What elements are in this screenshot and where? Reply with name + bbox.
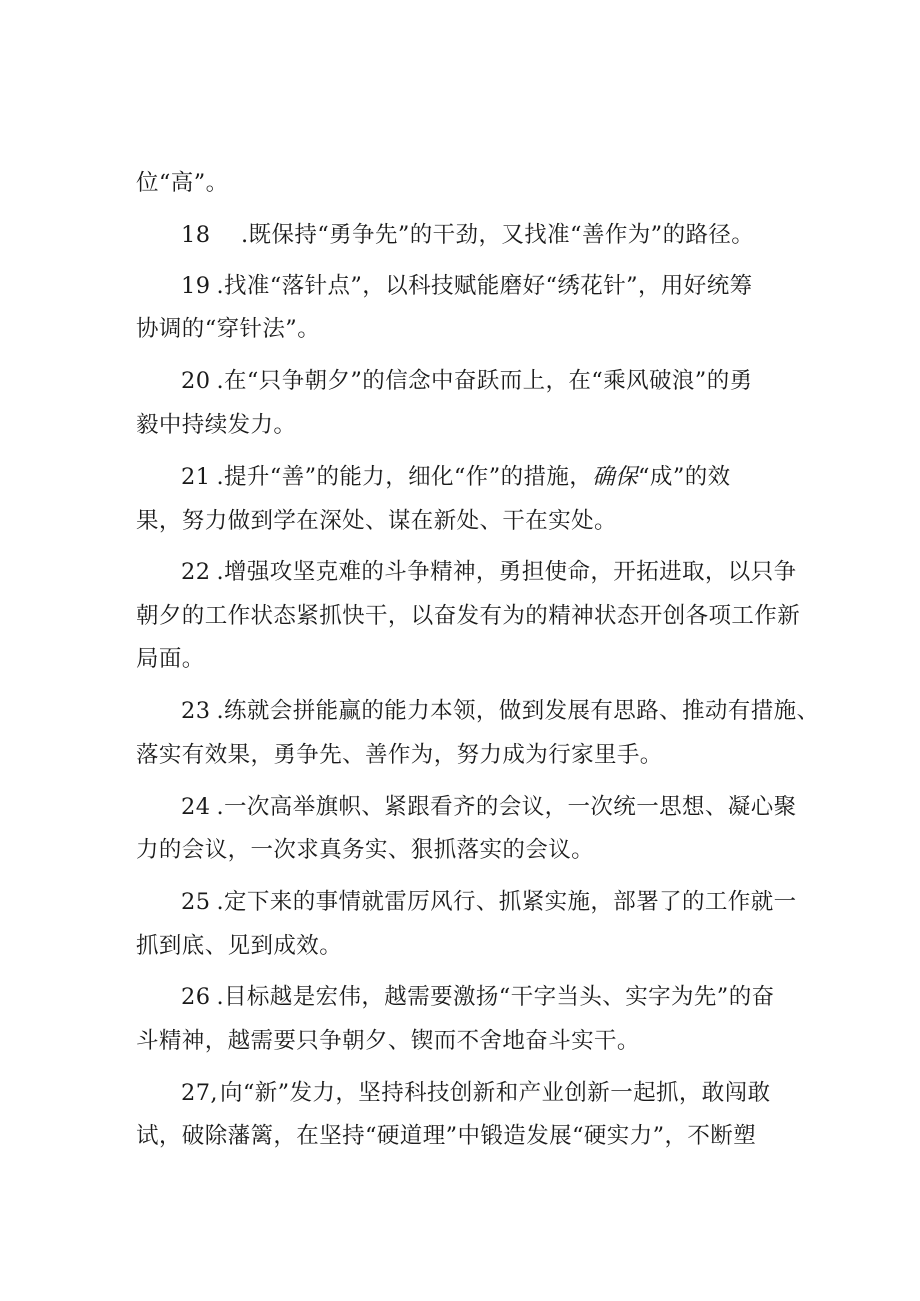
item-number: 22 <box>181 559 211 585</box>
item-text: .目标越是宏伟，越需要激扬“干字当头、实字为先”的奋 <box>216 984 775 1010</box>
item-text: 向“新”发力，坚持科技创新和产业创新一起抓，敢闯敢 <box>219 1080 771 1106</box>
item-text-continued: 斗精神，越需要只争朝夕、锲而不舍地奋斗实干。 <box>136 1028 640 1054</box>
item-number: 27, <box>181 1080 218 1106</box>
item-text: “成”的效 <box>638 464 731 490</box>
list-item-18 <box>181 220 754 250</box>
item-number: 18 <box>181 222 211 248</box>
item-text: .既保持“勇争先”的干劲，又找准“善作为”的路径。 <box>241 222 755 248</box>
item-text: .找准“落针点”，以科技赋能磨好“绣花针”，用好统筹 <box>216 273 753 299</box>
item-text: .定下来的事情就雷厉风行、抓紧实施，部署了的工作就一 <box>216 889 797 915</box>
item-number: 24 <box>181 794 211 820</box>
item-number: 19 <box>181 273 211 299</box>
list-item-23 <box>181 696 819 726</box>
item-number: 23 <box>181 698 211 724</box>
list-item-22 <box>181 557 797 587</box>
item-number: 20 <box>181 368 211 394</box>
list-item-21 <box>181 462 731 492</box>
item-number: 26 <box>181 984 211 1010</box>
item-number: 21 <box>181 464 211 490</box>
item-text-continued: 试，破除藩篱，在坚持“硬道理”中锻造发展“硬实力”，不断塑 <box>136 1123 757 1149</box>
item-text-continued: 朝夕的工作状态紧抓快干，以奋发有为的精神状态开创各项工作新 <box>136 603 801 629</box>
list-item-19 <box>181 271 753 301</box>
item-text: .一次高举旗帜、紧跟看齐的会议，一次统一思想、凝心聚 <box>216 794 797 820</box>
item-text-continued: 抓到底、见到成效。 <box>136 933 343 959</box>
item-text-continued: 协调的“穿针法”。 <box>136 316 321 342</box>
item-text-continued: 毅中持续发力。 <box>136 412 297 438</box>
item-number: 25 <box>181 889 211 915</box>
list-item-25 <box>181 887 797 917</box>
item-text-continued: 局面。 <box>136 646 205 672</box>
item-text: .提升“善”的能力，细化“作”的措施， <box>216 464 593 490</box>
list-item-20 <box>181 366 753 396</box>
item-text-italic: 确保 <box>592 464 639 490</box>
item-text: .在“只争朝夕”的信念中奋跃而上，在“乘风破浪”的勇 <box>216 368 753 394</box>
item-text-continued: 果，努力做到学在深处、谋在新处、干在实处。 <box>136 508 617 534</box>
item-text: .练就会拼能赢的能力本领，做到发展有思路、推动有措施、 <box>216 698 820 724</box>
list-item-27 <box>181 1078 771 1108</box>
continuation-line: 位“高”。 <box>136 170 229 196</box>
list-item-26 <box>181 982 775 1012</box>
item-text-continued: 落实有效果，勇争先、善作为，努力成为行家里手。 <box>136 742 663 768</box>
item-text: .增强攻坚克难的斗争精神，勇担使命，开拓进取，以只争 <box>216 559 797 585</box>
list-item-24 <box>181 792 797 822</box>
item-text-continued: 力的会议，一次求真务实、狠抓落实的会议。 <box>136 837 595 863</box>
